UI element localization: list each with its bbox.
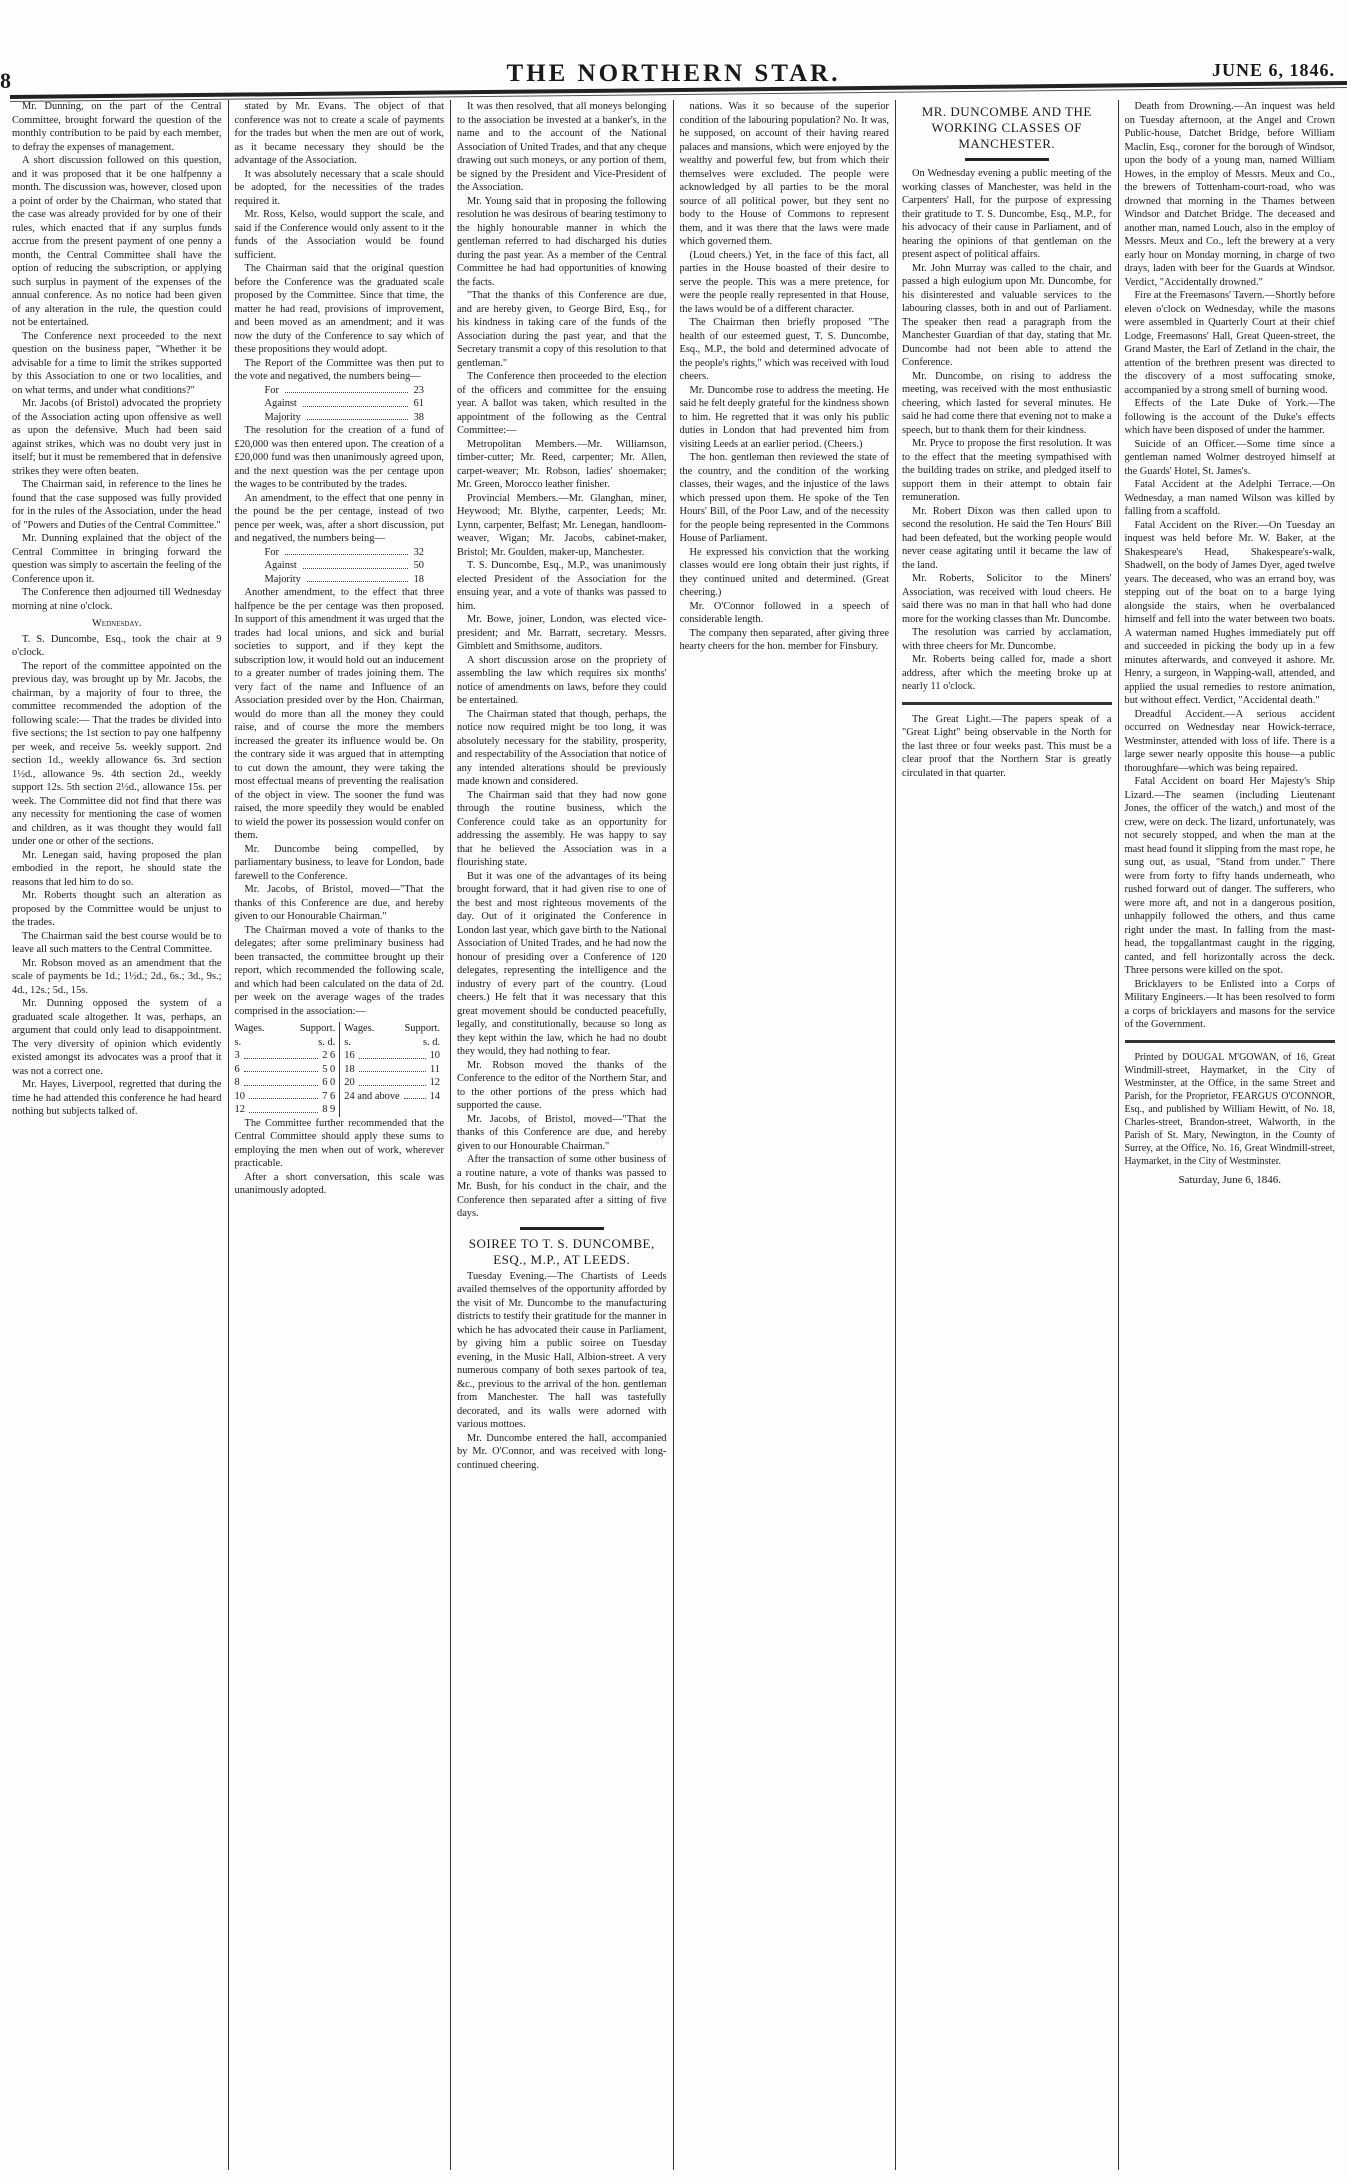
column-1 [6,100,229,2170]
paragraph: The Committee further recommended that the Central Committee should apply these sums to employing the men when out of work, wherever practicable. [234,1117,444,1169]
paragraph: Mr. Duncombe being compelled, by parliamentary business, to leave for London, bade farewell to the Conference. [234,843,444,882]
printer-imprint: Printed by DOUGAL M'GOWAN, of 16, Great Windmill-street, Haymarket, in the City of Westminster, at the Office, in the same Street and Parish, for the Proprietor, FEARGUS O'CONNOR, Esq., and published by William Hewitt, of No. 18, Charles-street, Brandon-street, Walworth, in the Parish of St. Mary, Newington, in the County of Surrey, at the Office, No. 16, Great Windmill-street, Haymarket, in the City of Westminster. [1124,1051,1335,1167]
column-2 [229,100,452,2170]
scale-row: 24 and above 14 [344,1090,440,1102]
paragraph: Suicide of an Officer.—Some time since a gentleman named Wolmer destroyed himself at the Guards' Hotel, St. James's. [1124,438,1335,477]
paragraph: Another amendment, to the effect that three halfpence be the per centage was then proposed. In support of this amendment it was urged that the trades had local unions, and sick and burial societies to support, and if they kept the subscription low, it would hold out an inducement to a greater number of trades joining them. The very fact of the name and Influence of an Association presided over by the Hon. Chairman, would do more than all the money they could raise, and of course the more the members increased the greater its influence would be. On the contrary side it was argued that in attempting to cut down the amount, they were taking the most effectual means of preventing the realisation of the object in view. The sooner the fund was raised, the more speedily they would be enabled to wield the power its possession would confer on them. [234,587,444,841]
paragraph: Bricklayers to be Enlisted into a Corps of Military Engineers.—It has been resolved to form a corps of bricklayers and masons for the service of the Government. [1124,978,1335,1030]
paragraph: The company then separated, after giving three hearty cheers for the hon. member for Finsbury. [679,627,889,652]
paragraph: Mr. Jacobs (of Bristol) advocated the propriety of the Association acting upon offensive as well as upon the defensive. Much had been said against strikes, which was no doubt very just in itself; but it must be remembered that in defensive strikes they were often beaten. [12,398,222,477]
paragraph: (Loud cheers.) Yet, in the face of this fact, all parties in the House boasted of their desire to serve the people. This was a mere pretence, for were the people really represented in that House, the laws would be of a different character. [679,249,889,315]
paragraph: He expressed his conviction that the working classes would ere long obtain their just rights, if they continued united and determined. (Great cheering.) [679,546,889,598]
paragraph: Mr. Robert Dixon was then called upon to second the resolution. He said the Ten Hours' Bill had been defeated, but the working people would never cease agitating until it became the law of the land. [902,505,1112,571]
paragraph: It was absolutely necessary that a scale should be adopted, for the necessities of the trades required it. [234,168,444,207]
paragraph: Mr. O'Connor followed in a speech of considerable length. [679,600,889,625]
masthead [0,58,1347,100]
scale-right [339,1022,444,1117]
vote-row-against: Against 50 [264,560,424,571]
paragraph: After a short conversation, this scale was unanimously adopted. [234,1171,444,1196]
paragraph: A short discussion arose on the propriety of assembling the law which requires six months' notice of amendments on laws, before they could be entertained. [457,654,667,706]
paragraph: Dreadful Accident.—A serious accident occurred on Wednesday near Howick-terrace, Westminster, attended with loss of life. There is a large sewer nearly opposite this house—a public thoroughfare—which was being repaired. [1124,708,1335,774]
paragraph: But it was one of the advantages of its being brought forward, that it had given rise to one of the best and most righteous movements of the day. Out of it originated the Conference in London last year, which gave birth to the National Association of United Trades, and he had now the honour of presiding over a Conference of 120 delegates, representing the intelligence and the industry of every part of the country. (Loud cheers.) He felt that it was necessary that this great movement should be conducted peacefully, legally, and constitutionally, because so long as they kept within the law, which he had no doubt they would, they had nothing to fear. [457,870,667,1057]
paragraph: stated by Mr. Evans. The object of that conference was not to create a scale of payments for the trades but when the men are out of work, as it became necessary they should be the advantage of the Association. [234,101,444,166]
paragraph: Fatal Accident on board Her Majesty's Ship Lizard.—The seamen (including Lieutenant Jones, the officer of the watch,) and most of the crew, were on deck. The lizard, unfortunately, was not securely stopped, and when the man at the mast head found it slipping from the mast rope, he sung out, as usual, "Stand from under." There were from forty to fifty hands underneath, who rushed forward out of danger. The sufferers, who were more aft, and not in a dangerous position, unhappily followed the others, and thus came right under the mast. In falling from the mast-head, the topgallantmast caught in the rigging, canted, and fell horizontally across the deck. Three persons were killed on the spot. [1124,776,1335,976]
paragraph: Mr. Bowe, joiner, London, was elected vice-president; and Mr. Barratt, secretary. Messrs. Gimblett and Smithsome, auditors. [457,614,667,652]
scale-left [235,1022,340,1117]
paragraph: The Report of the Committee was then put to the vote and negatived, the numbers being— [234,357,444,382]
paragraph: The resolution was carried by acclamation, with three cheers for Mr. Duncombe. [902,627,1112,652]
vote-row-majority: Majority 18 [264,573,424,585]
scale-row: 6 5 0 [234,1063,336,1075]
paragraph: A short discussion followed on this question, and it was proposed that it be one halfpenny a month. The discussion was, however, closed upon a point of order by the Chairman, who stated that the case was already provided for by one of their rules, which enacted that if any surplus funds accrue from the present payment of one penny a month, the Central Committee shall have the option of reducing the subscription, or applying such surplus in payment of the expenses of the annual conference. As no notice had been given of any alteration in the rule, the question could not be entertained. [12,155,222,328]
page-number: 8 [0,68,11,93]
scale-row: 20 12 [344,1077,440,1088]
scale-row: 3 2 6 [234,1050,336,1061]
paragraph: Fire at the Freemasons' Tavern.—Shortly before eleven o'clock on Wednesday, while the masons were assembled in Quarterly Court at their chief Lodge, Freemasons' Hall, Great Queen-street, the Grand Master, the Earl of Zetland in the chair, the attention of the brethren present was directed to the discovery of a most suffocating smoke, accompanied by a strong smell of burning wood. [1124,290,1335,396]
newspaper-title: THE NORTHERN STAR. [506,60,841,87]
paragraph: Mr. Jacobs, of Bristol, moved—"That the thanks of this Conference are due, and hereby given to our Honourable Chairman." [234,884,444,922]
paragraph: The Chairman moved a vote of thanks to the delegates; after some preliminary business had been transacted, the committee brought up their report, which recommended the following scale, and which had been calculated on the data of 2d. per week on the average wages of the trades comprised in the association:— [234,924,444,1017]
scale-header: Wages. Support. [344,1023,440,1034]
paragraph: Mr. Lenegan said, having proposed the plan embodied in the report, he should state the reasons that led him to do so. [12,849,222,888]
section-divider [902,702,1112,705]
scale-units: s. s. d. [234,1036,336,1048]
paragraph: The Great Light.—The papers speak of a "Great Light" being observable in the North for the last three or four weeks past. This must be a clear proof that the Northern Star is greatly circulated in that quarter. [902,713,1112,779]
paragraph: An amendment, to the effect that one penny in the pound be the per centage, instead of two pence per week, was, after a short discussion, put and negatived, the numbers being— [234,492,444,544]
paragraph: Mr. Dunning explained that the object of the Central Committee in bringing forward the question was simply to ascertain the feeling of the Conference upon it. [12,533,222,585]
scale-row: 10 7 6 [234,1090,336,1102]
scale-row: 18 11 [344,1063,440,1075]
paragraph: Mr. Dunning opposed the system of a graduated scale altogether. It was, perhaps, an argument that could only lead to disappointment. The very diversity of opinion which evidently existed amongst its advocates was a proof that it was not a correct one. [12,998,222,1077]
column-5 [896,100,1119,2170]
vote-row-for: For 23 [264,384,424,396]
paragraph: The Conference then proceeded to the election of the officers and committee for the ensuing year. A ballot was taken, which resulted in the appointment of the following as the Central Committee:— [457,371,667,436]
paragraph: The report of the committee appointed on the previous day, was brought up by Mr. Jacobs, the chairman, by a majority of four to three, the committee recommended the adoption of the following scale:— That the trades be divided into five sections; the 1st section to pay one halfpenny per week, and receive 5s. weekly support. 2nd section 1d., weekly allowance 6s. 3rd section 1½d., allowance 9s. 4th section 2d., weekly support 12s. 5th section 2½d., allowance 15s. per week. The Committee did not find that there was any necessity for mentioning the case of women and children, as it was thought they would fall under one or other of the sections. [12,660,222,847]
paragraph: Mr. Duncombe, on rising to address the meeting, was received with the most enthusiastic cheering, which lasted for several minutes. He said he had come there that evening not to make a speech, but to thank them for their kindness. [902,370,1112,436]
paragraph: T. S. Duncombe, Esq., took the chair at 9 o'clock. [12,633,222,658]
vote-row-for: For 32 [264,546,424,558]
paragraph: Mr. Duncombe rose to address the meeting. He said he felt deeply grateful for the kindness shown to him. He regretted that it was only his public duties in London that had prevented him from visiting Leeds at an earlier period. (Cheers.) [679,384,889,450]
paragraph: "That the thanks of this Conference are due, and are hereby given, to George Bird, Esq., for his kindness in taking care of the funds of the Association during the past year, and that the Secretary transmit a copy of this resolution to that gentleman." [457,290,667,369]
paragraph: Mr. Dunning, on the part of the Central Committee, brought forward the question of the monthly contribution to be paid by each member, to defray the expenses of management. [12,101,222,153]
paragraph: The Chairman said, in reference to the lines he found that the case supposed was fully provided for in the rules of the Association, under the head of "Powers and Duties of the Central Committee." [12,479,222,531]
paragraph: Mr. Hayes, Liverpool, regretted that during the time he had attended this conference he had heard nothing but subjects talked of. [12,1079,222,1117]
paragraph: Death from Drowning.—An inquest was held on Tuesday afternoon, at the Angel and Crown Public-house, Datchet Bridge, before William Maclin, Esq., coroner for the borough of Windsor, upon the body of a young man, named William Howes, in the employ of Messrs. Meux and Co., the brewers of Tottenham-court-road, who was drowned that morning in the Thames between Windsor and Datchet Bridge. The deceased and another man, named Louch, also in the employ of Messrs. Meux and Co., left the brewery at a very early hour on Monday morning, in charge of two drays, laden with beer for the Guards at Windsor. Verdict, "Accidentally drowned." [1124,101,1335,288]
imprint-date: Saturday, June 6, 1846. [1178,1173,1282,1186]
paragraph: Mr. Young said that in proposing the following resolution he was desirous of bearing testimony to the highly honourable manner in which the gentleman referred to had discharged his duties during the past year. As a member of the Central Committee he had had opportunities of knowing the facts. [457,195,667,288]
paragraph: The Chairman then briefly proposed "The health of our esteemed guest, T. S. Duncombe, Esq., M.P., the bold and determined advocate of the people's rights," which was received with loud cheers. [679,317,889,382]
paragraph: Tuesday Evening.—The Chartists of Leeds availed themselves of the opportunity afforded by the visit of Mr. Duncombe to the manufacturing districts to testify their gratitude for the manner in which he has advocated their cause in Parliament, by giving him a public soiree on Tuesday evening, in the Music Hall, Albion-street. A very numerous company of both sexes partook of tea, &c., previous to the arrival of the hon. gentleman from Manchester. The hall was tastefully decorated, and its walls were adorned with various mottoes. [457,1270,667,1430]
paragraph: The hon. gentleman then reviewed the state of the country, and the condition of the working classes, their wages, and the injustice of the laws which pressed upon them. He spoke of the Ten Hours' Bill, of the Poor Law, and of the necessity for the people being represented in the Commons House of Parliament. [679,452,889,544]
scale-row: 16 10 [344,1050,440,1061]
paragraph: Fatal Accident on the River.—On Tuesday an inquest was held before Mr. W. Baker, at the Shakespeare's Head, Shakespeare's-walk, Shadwell, on the body of James Dyer, aged twelve years. The deceased, who was an errand boy, was stepping out of the boat on to a barge lying alongside the stairs, when he overbalanced himself and fell into the water between two boats. A waterman named Hughes immediately put off and succeeded in picking the body up in a few minutes afterwards, and conveyed it ashore. Mr. Henry, a surgeon, in Wapping-wall, attended, and applied the usual remedies to restore animation, but without effect. Verdict, "Accidental death." [1124,519,1335,706]
paragraph: It was then resolved, that all moneys belonging to the association be invested at a banker's, in the name and to the account of the National Association of United Trades, and that any cheque drawing out such moneys, or any portion of them, be signed by the President and Vice-President of the Association. [457,101,667,193]
section-divider [520,1227,604,1230]
soiree-heading: SOIREE TO T. S. DUNCOMBE, ESQ., M.P., AT LEEDS. [468,1235,655,1267]
paragraph: Mr. Roberts being called for, made a short address, after which the meeting broke up at nearly 11 o'clock. [902,654,1112,692]
scale-row: 12 8 9 [234,1104,336,1115]
paragraph: Mr. Robson moved the thanks of the Conference to the editor of the Northern Star, and to the other portions of the press which had supported the cause. [457,1059,667,1111]
paragraph: Effects of the Late Duke of York.—The following is the account of the Duke's effects which have been disposed of under the hammer. [1124,398,1335,436]
paragraph: After the transaction of some other business of a routine nature, a vote of thanks was passed to Mr. Bush, for his conduct in the chair, and the Conference then separated after a sitting of five days. [457,1154,667,1219]
paragraph: The Chairman said that they had now gone through the routine business, which the Conference could take as an opportunity for addressing the assembly. He was happy to say that he believed the Association was in a flourishing state. [457,789,667,868]
paragraph: Mr. Robson moved as an amendment that the scale of payments be 1d.; 1½d.; 2d., 6s.; 3d., 9s.; 4d., 12s.; 5d., 15s. [12,957,222,996]
paragraph: Provincial Members.—Mr. Glanghan, miner, Heywood; Mr. Blythe, carpenter, Leeds; Mr. Lynn, carpenter, Belfast; Mr. Lenegan, handloom-weaver, Wigan; Mr. Jacobs, cabinet-maker, Bristol; Mr. Goulden, maker-up, Manchester. [457,492,667,558]
paragraph: The Conference then adjourned till Wednesday morning at nine o'clock. [12,587,222,612]
scale-row: 8 6 0 [234,1077,336,1088]
column-3 [451,100,674,2170]
paragraph: The Chairman said the best course would be to leave all such matters to the Central Committee. [12,930,222,955]
paragraph: T. S. Duncombe, Esq., M.P., was unanimously elected President of the Association for the ensuing year, and a vote of thanks was passed to him. [457,560,667,612]
section-divider [1125,1040,1336,1043]
wage-support-scale-table [235,1022,445,1117]
paragraph: The Chairman said that the original question before the Conference was the graduated scale proposed by the Committee. Since that time, the matter he had read, provisions of improvement, and been moved as an amendment; and it was now the duty of the Conference to say which of these propositions they would adopt. [234,263,444,355]
article-heading: MR. DUNCOMBE AND THE WORKING CLASSES OF MANCHESTER. [921,104,1092,151]
scale-units: s. s. d. [344,1036,440,1048]
paragraph: Mr. Ross, Kelso, would support the scale, and said if the Conference would only assent to it the funds of the Association would be found sufficient. [234,209,444,261]
vote-row-majority: Majority 38 [264,411,424,423]
day-heading: Wednesday. [92,618,142,629]
paragraph: Mr. Duncombe entered the hall, accompanied by Mr. O'Connor, and was received with long-continued cheering. [457,1432,667,1471]
paragraph: Mr. Jacobs, of Bristol, moved—"That the thanks of this Conference are due, and hereby given to our Honourable Chairman." [457,1113,667,1152]
paragraph: The Conference next proceeded to the next question on the business paper, "Whether it be advisable for a time to limit the strikes supported by this Association to one or two localities, and on what terms, and under what conditions?" [12,330,222,396]
vote-row-against: Against 61 [264,398,424,409]
paragraph: nations. Was it so because of the superior condition of the labouring population? No. It was, he supposed, on account of their having reared palaces and mansions, which were enjoyed by the wealthy and powerful few, but from which their themselves were excluded. The people were acknowledged by all parties to be the moral source of all political power, but they sent no body to the House of Commons to represent them, and it was there that the laws were made which governed them. [679,101,889,247]
paragraph: Mr. Pryce to propose the first resolution. It was to the effect that the meeting sympathised with the building trades on strike, and pledged itself to support them in their attempt to obtain fair remuneration. [902,438,1112,503]
issue-date: JUNE 6, 1846. [1211,60,1335,80]
paragraph: Metropolitan Members.—Mr. Williamson, timber-cutter; Mr. Reed, carpenter; Mr. Allen, carpet-weaver; Mr. Robson, ladies' shoemaker; Mr. Green, Morocco leather finisher. [457,438,667,490]
paragraph: Mr. Roberts thought such an alteration as proposed by the Committee would be unjust to the trades. [12,890,222,928]
column-6 [1119,100,1342,2170]
paragraph: Fatal Accident at the Adelphi Terrace.—On Wednesday, a man named Wilson was killed by falling from a scaffold. [1124,479,1335,517]
scale-header: Wages. Support. [234,1023,336,1034]
paragraph: The resolution for the creation of a fund of £20,000 was then entered upon. The creation of a £20,000 fund was then unanimously agreed upon, and the next question was the per centage upon the wages to be contributed by the trades. [234,425,444,490]
section-divider [965,158,1049,161]
column-4 [674,100,897,2170]
paragraph: Mr. Roberts, Solicitor to the Miners' Association, was received with loud cheers. He said there was no man in that hall who had done more for the working classes than Mr. Duncombe. [902,573,1112,625]
paragraph: On Wednesday evening a public meeting of the working classes of Manchester, was held in the Carpenters' Hall, for the purpose of expressing their gratitude to T. S. Duncombe, Esq., M.P., for his advocacy of their cause in Parliament, and of hearing the opinions of that gentleman on the present aspect of political affairs. [902,168,1112,260]
article-columns [6,100,1341,2170]
paragraph: The Chairman stated that though, perhaps, the notice now required might be too long, it was absolutely necessary for the stability, prosperity, and respectability of the Association that notice of any intended alterations should be previously made known and considered. [457,708,667,787]
paragraph: Mr. John Murray was called to the chair, and passed a high eulogium upon Mr. Duncombe, for his disinterested and valuable services to the labouring classes, both in and out of Parliament. The speaker then read a paragraph from the Manchester Guardian of that day, stating that Mr. Duncombe had not been able to attend the Conference. [902,262,1112,368]
